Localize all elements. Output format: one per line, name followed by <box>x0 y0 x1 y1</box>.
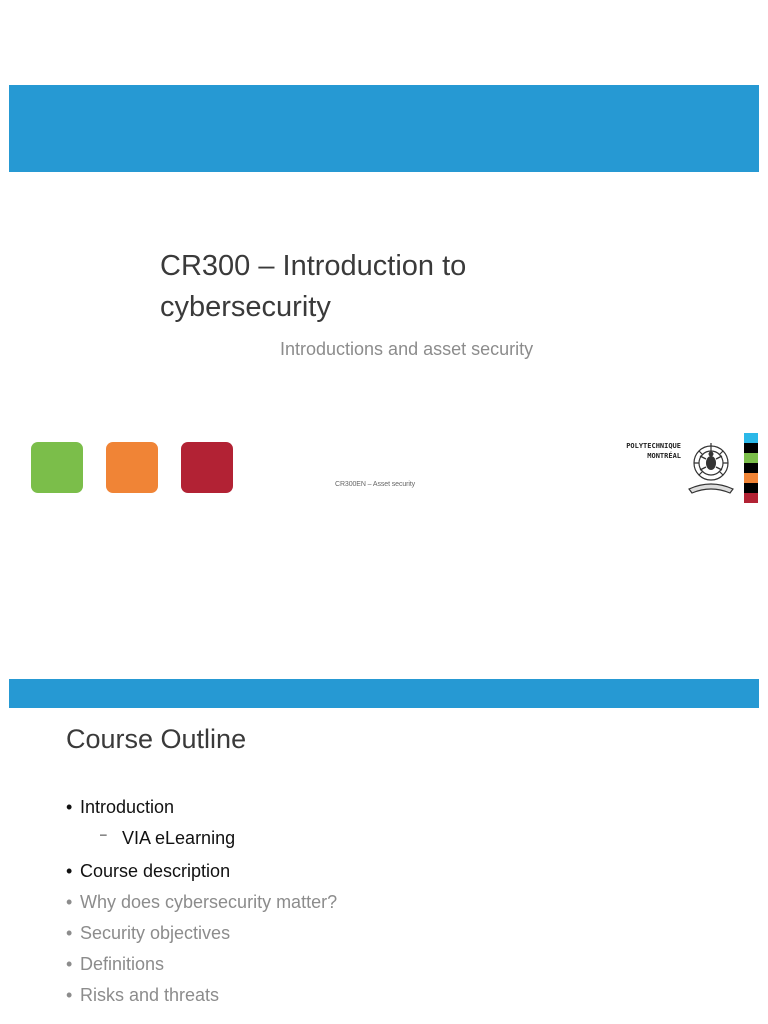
slide-title: CR300 – Introduction to cybersecurity <box>160 250 467 323</box>
header-band-2 <box>9 679 759 708</box>
bullet-dot: • <box>66 985 73 1005</box>
outline-item <box>66 824 337 857</box>
outline-item-text: Definitions <box>80 954 165 974</box>
outline-item <box>66 793 337 824</box>
outline-item <box>66 857 337 888</box>
dash-bullet: – <box>100 827 107 841</box>
outline-item-text: Course description <box>80 861 231 881</box>
polytechnique-seal-icon <box>684 439 738 495</box>
bullet-dot: • <box>66 861 73 881</box>
logo-line-2: MONTRÉAL <box>647 452 681 460</box>
stripe-segment <box>744 463 758 473</box>
orange-square <box>106 442 158 493</box>
outline-title: Course Outline <box>66 724 247 754</box>
bullet-dot: • <box>66 923 73 943</box>
outline-item <box>66 950 337 981</box>
outline-list <box>66 793 337 1012</box>
bullet-dot: • <box>66 797 73 817</box>
outline-item-text: Risks and threats <box>80 985 220 1005</box>
stripe-segment <box>744 453 758 463</box>
outline-item-text: Why does cybersecurity matter? <box>80 892 338 912</box>
red-square <box>181 442 233 493</box>
outline-item-text: Security objectives <box>80 923 231 943</box>
slide-footer: CR300EN – Asset security <box>335 481 416 488</box>
stripe-segment <box>744 443 758 453</box>
header-band <box>9 85 759 172</box>
green-square <box>31 442 83 493</box>
outline-item <box>66 888 337 919</box>
bullet-dot: • <box>66 954 73 974</box>
stripe-segment <box>744 483 758 493</box>
stripe-segment <box>744 473 758 483</box>
bullet-dot: • <box>66 892 73 912</box>
outline-item <box>66 981 337 1012</box>
logo-line-1: POLYTECHNIQUE <box>626 442 681 450</box>
stripe-segment <box>744 433 758 443</box>
outline-item <box>66 919 337 950</box>
outline-item-text: VIA eLearning <box>122 828 236 848</box>
outline-item-text: Introduction <box>80 797 175 817</box>
slide-subtitle: Introductions and asset security <box>280 339 534 359</box>
color-stripe-bar <box>744 433 758 503</box>
stripe-segment <box>744 493 758 503</box>
polytechnique-logo-text <box>612 441 681 461</box>
